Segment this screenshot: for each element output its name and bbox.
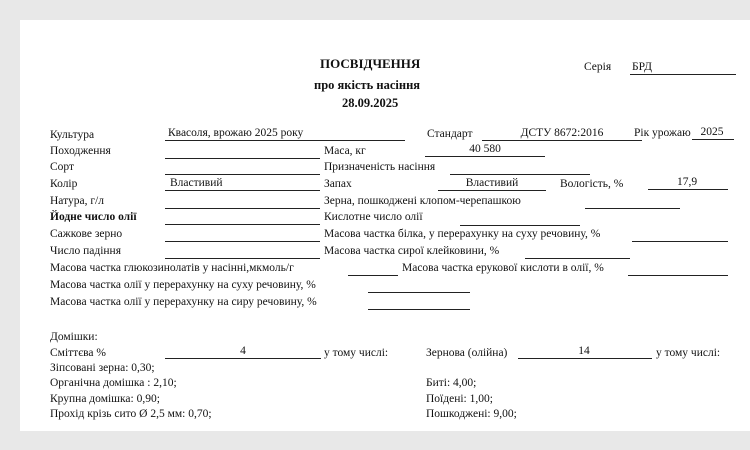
document-subtitle: про якість насіння	[314, 78, 421, 92]
mass-underline	[425, 156, 545, 157]
sieve-pass: Прохід крізь сито Ø 2,5 мм: 0,70;	[50, 408, 212, 420]
soot-underline	[165, 241, 320, 242]
falling-number-label: Число падіння	[50, 245, 121, 257]
protein-label: Масова частка білка, у перерахунку на суху речовину, %	[324, 228, 601, 240]
nature-label: Натура, г/л	[50, 195, 104, 207]
harvest-year-underline	[692, 139, 734, 140]
soot-label: Сажкове зерно	[50, 228, 123, 240]
erucic-label: Масова частка ерукової кислоти в олії, %	[402, 262, 604, 274]
damaged-grain-label: Зерна, пошкоджені клопом-черепашкою	[324, 195, 521, 207]
protein-underline	[632, 241, 728, 242]
weed-including-label: у тому числі:	[324, 347, 389, 359]
culture-label: Культура	[50, 129, 95, 141]
color-label: Колір	[50, 178, 78, 190]
document-title: ПОСВІДЧЕННЯ	[320, 56, 421, 71]
moisture-underline	[648, 189, 728, 190]
oil-dry-label: Масова частка олії у перерахунку на суху речовину, %	[50, 279, 316, 291]
gluten-label: Масова частка сирої клейковини, %	[324, 245, 500, 257]
harvest-year-value: 2025	[700, 126, 724, 138]
standard-value: ДСТУ 8672:2016	[520, 127, 604, 139]
oil-raw-label: Масова частка олії у перерахунку на сиру речовину, %	[50, 296, 317, 308]
grain-impurity-underline	[518, 358, 652, 359]
weed-impurity-value: 4	[240, 345, 246, 357]
standard-label: Стандарт	[427, 128, 473, 140]
mass-label: Маса, кг	[324, 145, 366, 157]
eaten-grains: Поїдені: 1,00;	[426, 393, 493, 405]
oil-dry-underline	[368, 292, 470, 293]
moisture-label: Вологість, %	[560, 178, 624, 190]
certificate-page	[20, 20, 750, 431]
iodine-underline	[165, 224, 320, 225]
oil-raw-underline	[368, 309, 470, 310]
variety-label: Сорт	[50, 161, 75, 173]
falling-number-underline	[165, 258, 320, 259]
grain-including-label: у тому числі:	[656, 347, 721, 359]
nature-underline	[165, 208, 320, 209]
spoiled-grains: Зіпсовані зерна: 0,30;	[50, 362, 155, 374]
culture-value: Квасоля, врожаю 2025 року	[168, 127, 304, 139]
acid-underline	[460, 225, 580, 226]
mass-value: 40 580	[469, 143, 501, 155]
purpose-underline	[450, 174, 590, 175]
damaged-grains: Пошкоджені: 9,00;	[426, 408, 517, 420]
grain-impurity-value: 14	[578, 345, 590, 357]
gluten-underline	[525, 258, 630, 259]
smell-underline	[438, 190, 546, 191]
color-value: Властивий	[170, 177, 223, 189]
smell-label: Запах	[324, 178, 352, 190]
acid-label: Кислотне число олії	[324, 211, 423, 223]
origin-label: Походження	[50, 145, 111, 157]
weed-impurity-label: Сміттєва %	[50, 347, 106, 359]
organic-impurity: Органічна домішка : 2,10;	[50, 377, 177, 389]
large-impurity: Крупна домішка: 0,90;	[50, 393, 160, 405]
broken-grains: Биті: 4,00;	[426, 377, 477, 389]
origin-underline	[165, 158, 320, 159]
glucosinolates-label: Масова частка глюкозинолатів у насінні,мкмоль/г	[50, 262, 294, 274]
moisture-value: 17,9	[676, 176, 698, 188]
document-date: 28.09.2025	[342, 96, 399, 110]
weed-impurity-underline	[165, 358, 321, 359]
standard-underline	[482, 140, 642, 141]
color-underline	[165, 190, 320, 191]
erucic-underline	[628, 275, 728, 276]
grain-impurity-label: Зернова (олійна)	[426, 347, 508, 359]
damaged-grain-underline	[585, 208, 680, 209]
glucosinolates-underline	[348, 275, 398, 276]
harvest-year-label: Рік урожаю	[634, 127, 691, 139]
smell-value: Властивий	[465, 177, 519, 189]
iodine-label: Йодне число олії	[50, 211, 137, 223]
variety-underline	[165, 174, 320, 175]
series-label: Серія	[584, 61, 612, 73]
series-value: БРД	[632, 61, 652, 73]
purpose-label: Призначеність насіння	[324, 161, 436, 173]
culture-underline	[165, 140, 405, 141]
impurities-heading: Домішки:	[50, 331, 98, 343]
series-underline	[630, 74, 736, 75]
